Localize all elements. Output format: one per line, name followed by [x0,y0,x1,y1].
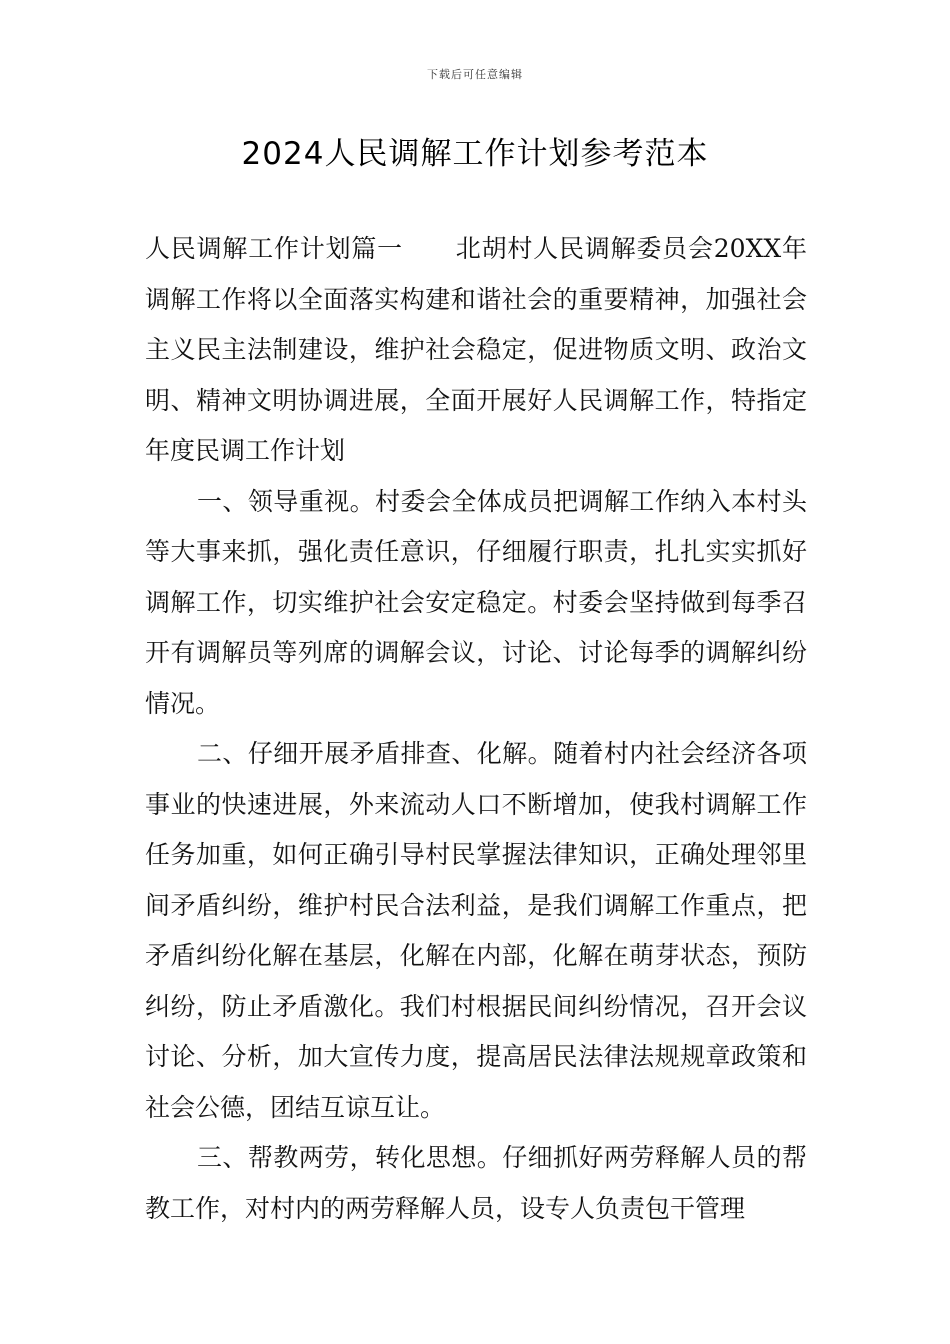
paragraph-conflict-resolution: 二、仔细开展矛盾排查、化解。随着村内社会经济各项事业的快速进展，外来流动人口不断增加，使我村调解工作任务加重，如何正确引导村民掌握法律知识，正确处理邻里间矛盾纠纷，维护村民合法利益，是我们调解工作重点，把矛盾纠纷化解在基层，化解在内部，化解在萌芽状态，预防纠纷，防止矛盾激化。我们村根据民间纠纷情况，召开会议讨论、分析，加大宣传力度，提高居民法律法规规章政策和社会公德，团结互谅互让。 [145,739,807,1122]
header-note: 下载后可任意编辑 [427,68,523,81]
document-body [145,224,807,1234]
intro-text: 北胡村人民调解委员会20XX年调解工作将以全面落实构建和谐社会的重要精神，加强社会主义民主法制建设，维护社会稳定，促进物质文明、政治文明、精神文明协调进展，全面开展好人民调解工作，特指定年度民调工作计划 [145,234,807,465]
paragraph-leadership: 一、领导重视。村委会全体成员把调解工作纳入本村头等大事来抓，强化责任意识，仔细履行职责，扎扎实实抓好调解工作，切实维护社会安定稳定。村委会坚持做到每季召开有调解员等列席的调解会议，讨论、讨论每季的调解纠纷情况。 [145,486,807,718]
document-title: 2024人民调解工作计划参考范本 [241,136,709,172]
section-heading: 人民调解工作计划篇一 [145,234,403,263]
paragraph-rehabilitation: 三、帮教两劳，转化思想。仔细抓好两劳释解人员的帮教工作，对村内的两劳释解人员，设专人负责包干管理 [145,1143,807,1223]
intro-paragraph [145,224,807,477]
